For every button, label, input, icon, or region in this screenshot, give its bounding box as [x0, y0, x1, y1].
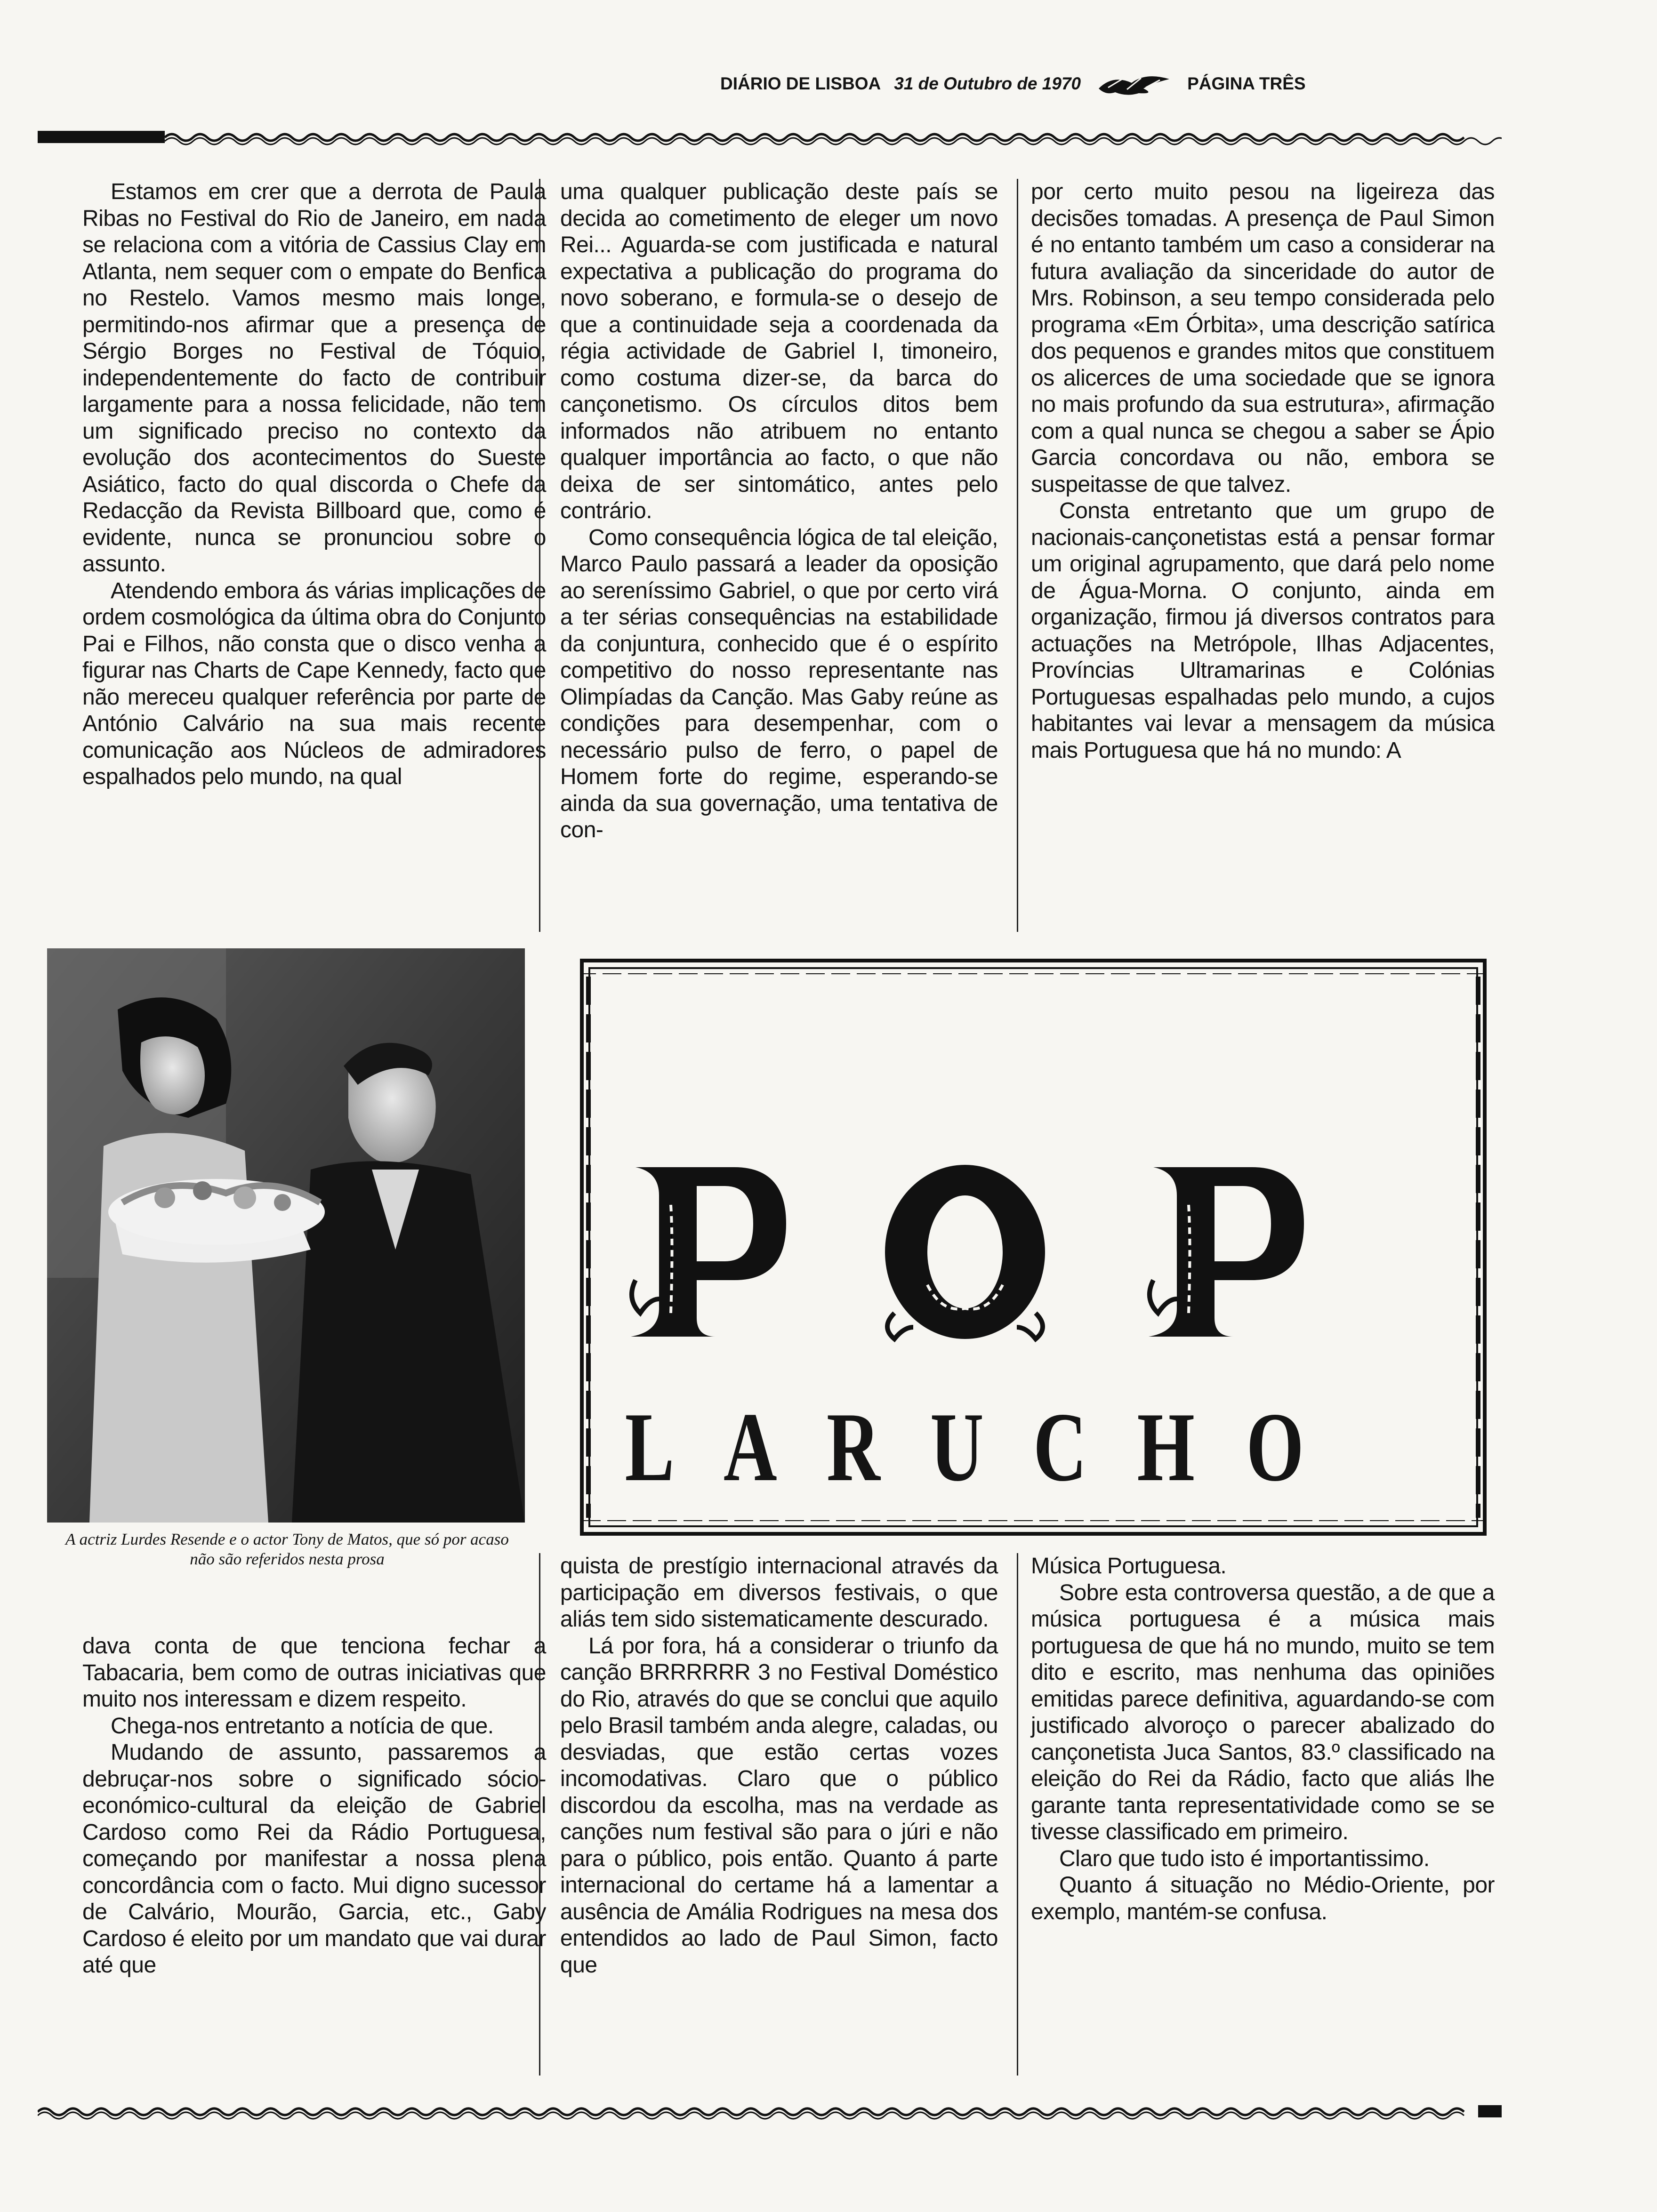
- larucho-letter: L: [625, 1393, 675, 1502]
- page-label: PÁGINA TRÊS: [1187, 74, 1306, 93]
- top-wavy-rule: [38, 127, 1502, 146]
- article-column-3: [1031, 179, 1495, 764]
- article-column-6: [1031, 1553, 1495, 1925]
- paragraph: quista de prestígio internacional através da participação em diversos festivais, o que aliás tem sido sistematicamente descurado.: [560, 1554, 998, 1632]
- paragraph: Música Portuguesa.: [1031, 1554, 1227, 1579]
- paragraph: Atendendo embora ás várias implicações de ordem cosmológica da última obra do Conjunto Pai e Filhos, não consta que o disco venha a figurar nas Charts de Cape Kennedy, facto que não mereceu qualquer referência por parte de António Calvário na sua mais recente comunicação aos Núcleos de admiradores espalhados pelo mundo, na qual: [82, 578, 546, 789]
- newspaper-name: DIÁRIO DE LISBOA: [720, 74, 881, 93]
- pop-title: [617, 1153, 1313, 1351]
- article-column-2: [546, 179, 998, 844]
- paragraph: uma qualquer publicação deste país se decida ao cometimento de eleger um novo Rei... Aguarda-se com justificada e natural expectativa a publicação do programa do novo soberano, e formula-se o desejo de que a continuidade seja a coordenada da régia actividade de Gabriel I, timoneiro, como costuma dizer-se, da barca do cançonetismo. Os círculos ditos bem informados não atribuem no entanto qualquer importância ao facto, o que não deixa de ser sintomático, antes pelo contrário.: [560, 179, 998, 523]
- larucho-letter: C: [1033, 1393, 1087, 1502]
- larucho-letter: O: [1246, 1393, 1304, 1502]
- pop-letter-p: [617, 1158, 796, 1346]
- pop-letter-p2: [1134, 1158, 1313, 1346]
- issue-date: 31 de Outubro de 1970: [894, 74, 1081, 93]
- column-rule: [1017, 179, 1018, 932]
- article-column-4: [82, 1633, 546, 1979]
- paragraph: Mudando de assunto, passaremos a debruçar-nos sobre o significado sócio-económico-cultural da eleição de Gabriel Cardoso como Rei da Rádio Portuguesa, começando por manifestar a nossa plena concordância com o facto. Mui digno sucessor de Calvário, Mourão, Garcia, etc., Gaby Cardoso é eleito por um mandato que vai durar até que: [82, 1740, 546, 1978]
- paragraph: Sobre esta controversa questão, a de que a música portuguesa é a música mais portuguesa de que há no mundo, muito se tem dito e escrito, mas nenhuma das opiniões emitidas parece definitiva, aguardando-se com justificado alvoroço o parecer abalizado do cançonetista Juca Santos, 83.º classificado na eleição do Rei da Rádio, facto que aliás lhe garante tanta representatividade como se se tivesse classificado em primeiro.: [1031, 1580, 1495, 1844]
- photo-caption: A actriz Lurdes Resende e o actor Tony de Matos, que só por acaso não são referidos nesta prosa: [65, 1530, 509, 1568]
- paragraph: Estamos em crer que a derrota de Paula Ribas no Festival do Rio de Janeiro, em nada se relaciona com a vitória de Cassius Clay em Atlanta, nem sequer com o empate do Benfica no Restelo. Vamos mesmo mais longe, permitindo-nos afirmar que a presença de Sérgio Borges no Festival de Tóquio, independentemente do facto de contribuir largamente para a nossa felicidade, não tem um significado preciso no contexto da evolução dos acontecimentos do Sueste Asiático, facto do qual discorda o Chefe da Redacção da Revista Billboard que, como é evidente, nunca se pronunciou sobre o assunto.: [82, 179, 546, 577]
- paragraph: Claro que tudo isto é importantissimo.: [1059, 1846, 1430, 1871]
- bird-ornament-icon: [1094, 70, 1174, 98]
- paragraph: dava conta de que tenciona fechar a Tabacaria, bem como de outras iniciativas que muito nos interessam e dizem respeito.: [82, 1634, 546, 1712]
- larucho-subtitle: [617, 1393, 1313, 1502]
- paragraph: Como consequência lógica de tal eleição, Marco Paulo passará a leader da oposição ao sereníssimo Gabriel, o que por certo virá a ter sérias consequências na estabilidade da conjuntura, conhecido que é o espírito competitivo do nosso representante nas Olimpíadas da Canção. Mas Gaby reúne as condições para desempenhar, com o necessário pulso de ferro, o papel de Homem forte do regime, esperando-se ainda da sua governação, uma tentativa de con-: [560, 525, 998, 842]
- larucho-letter: U: [930, 1393, 984, 1502]
- paragraph: Consta entretanto que um grupo de nacionais-cançonetistas está a pensar formar um original agrupamento, que dará pelo nome de Água-Morna. O conjunto, ainda em organização, firmou já diversos contratos para actuações na Metrópole, Ilhas Adjacentes, Províncias Ultramarinas e Colónias Portuguesas espalhadas pelo mundo, a cujos habitantes vai levar a mensagem da música mais Portuguesa que há no mundo: A: [1031, 498, 1495, 763]
- article-column-1: [82, 179, 546, 791]
- article-column-5: [546, 1553, 998, 1979]
- pop-letter-o: [876, 1158, 1054, 1346]
- photo-image: [47, 948, 525, 1523]
- bottom-wavy-rule: [38, 2101, 1502, 2120]
- masthead: [720, 70, 1497, 98]
- paragraph: Quanto á situação no Médio-Oriente, por exemplo, mantém-se confusa.: [1031, 1873, 1495, 1924]
- larucho-letter: R: [827, 1393, 880, 1502]
- photo: [47, 948, 525, 1523]
- paragraph: por certo muito pesou na ligeireza das decisões tomadas. A presença de Paul Simon é no entanto também um caso a considerar na futura avaliação da sinceridade do autor de Mrs. Robinson, a seu tempo considerada pelo programa «Em Órbita», uma descrição satírica dos pequenos e grandes mitos que constituem os alicerces de uma sociedade que se ignora no mais profundo da sua estrutura», afirmação com a qual nunca se chegou a saber se Ápio Garcia concordava ou não, embora se suspeitasse de que talvez.: [1031, 179, 1495, 497]
- column-rule: [1017, 1553, 1018, 2076]
- larucho-letter: H: [1137, 1393, 1195, 1502]
- paragraph: Lá por fora, há a considerar o triunfo da canção BRRRRRR 3 no Festival Doméstico do Rio, através do que se conclui que aquilo pelo Brasil também anda alegre, caladas, ou desviadas, que estão certas vozes incomodativas. Claro que o público discordou da escolha, mas na verdade as canções num festival são para o júri e não para o público, pois então. Quanto á parte internacional do certame há a lamentar a ausência de Amália Rodrigues na mesa dos entendidos ao lado de Paul Simon, facto que: [560, 1633, 998, 1978]
- paragraph: Chega-nos entretanto a notícia de que.: [111, 1713, 494, 1739]
- larucho-letter: A: [723, 1393, 777, 1502]
